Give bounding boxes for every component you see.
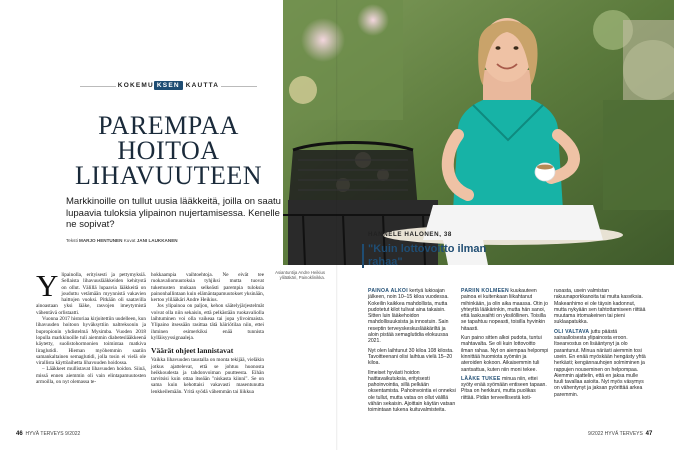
kicker-highlight: KSEN xyxy=(154,81,183,90)
drop-cap: Y xyxy=(36,268,59,303)
expert-caption: Asiantuntija Andre Heikius ylilääkäri, Painoklinikka. xyxy=(275,270,325,281)
portrait-photo xyxy=(283,0,674,265)
page-folio-left: 46 HYVÄ TERVEYS 9/2022 xyxy=(16,431,81,437)
right-column-2: PARIIN KOLMEEN kuukauteen painoa ei kuitenkaan liikahtanut mihinkään, ja olin aika maassa. Otin jo yhteyttä lääkärinkin, mutta hän sanoi, että laskuvaihti on yksilöllinen. Toisilla se tapahtuu nopeasti, toisilla hyvinkin hitaasti. Kun paino sitten alkoi pudota, tuntui mahtavalta. Se oli kuin lottovoitto ilman rahaa. Nyt on aiempaa helpompi kinnittää huomiota syömiin ja ateroiden kokoon. Aikaisemmin tuli santsattua, kuten niin moni tekee. LÄÄKE TUKEE minua niin, ettei syöty enää syömään entiseen tapaan. Pitsa on herkkuni, mutta puolikas riittää. Pidän terveellisestä koti- xyxy=(461,288,549,401)
title-line: PAREMPAA xyxy=(98,111,239,140)
article-lead: Markkinoille on tullut uusia lääkkeitä, joilla on saatu lupaavia tuloksia ylipainon nujertamisessa. Kenelle ne sopivat? xyxy=(66,196,281,231)
right-column-1: PAINOA ALKOI kertyä lukioajan jälkeen, noin 10–15 kiloa vuodessa. Kokeilin kaikkea mahdollista, mutta pudotetut kilot tulivat aina takaisin. Sitten luin lääkehoidon mahdollisuuksista ja innostuin. Sain reseptin terveyskeskuslääkäriltä ja aloin pistää semaglutidia elokuussa 2021. Nyt olen laihtunut 30 kiloa 108 kilosta. Tavoitteenani olisi laihtua vielä 15–20 kiloa. Ilmeiset hyvästi hoidon haittavaikutuksia, erityisesti pahoinvointia, sillä pelkään oksentamista. Pahoinvointia ei onneksi ole tullut, mutta vatsa on ollut välillä vähän sekaisin. Ajoittain käytän vatsan toimintaan tukena kuituvalmisteita. xyxy=(368,288,456,414)
pull-quote: "Kuin lottovoitto ilman rahaa" xyxy=(368,243,487,268)
body-column-1: Ylipainolla, erityisesti ja pettymyksiä. Sellaista lihavuuslääkkeiden kehitystä on ollut. Välillä lupaavia lääkkeitä on jouduttu vetämään myynnistä vakavien haittojen vuoksi. Pitkään oli saatavilla ainoastaan yksi lääke, rasvojen imeytymistä vähentävä orlistaatti. Vuonna 2017 historiaa kirjoitettiin uudelleen, kun lihavuuden hoitoon hyväksyttiin naltreksonin ja bupropionin yhdistelmä Mysimba. Vuoden 2018 lopulla markkinoille tuli aiemmin diabeteslääkkeenä käytetty, suolistohormonien toimintaa matkiva liraglutidi. Hieman myöhemmin saatiin samankaltainen semaglutidi, jolla tosin ei vielä ole virallista käyttöaihetta lihavuuden hoidossa. – Lääkkeet mullistavat lihavuuden hoidon. Siinä, missä ennen aiemmin oli vain elintapamuutosten armoilla, on nyt olemassa te- xyxy=(36,268,146,386)
article-credits: Teksti MARJO HENTUNEN Kuvat JANI LAUKKANEN xyxy=(66,238,178,243)
spread-gutter xyxy=(336,0,338,450)
lead-in: PAINOA ALKOI xyxy=(368,288,408,294)
section-subhead: Väärät ohjeet lannistavat xyxy=(151,346,234,356)
quote-accent-bar xyxy=(362,244,364,268)
title-line: HOITOA xyxy=(117,136,220,165)
quote-person-name: HANNELE HALONEN, 38 xyxy=(368,231,452,238)
page-folio-right: 9/2022 HYVÄ TERVEYS 47 xyxy=(588,431,653,437)
lead-in: OLI VALTAVA xyxy=(554,328,590,335)
garden-portrait-illustration xyxy=(283,0,674,265)
right-column-3: ruoasta, usein valmistan rakuunaporkkanoita tai muita kasviksia. Makeanhimo ei ole täysin kadonnut, mutta nykyään sen tahtottamiseen riittää muutama irtomakeinen tai pieni suklaapatukka. OLI VALTAVA juttu päästä sairaalloisesta ylipainosta eroon. Itsearvostus on lisääntynyt ja olo parantunut. Minua närästi aiemmin tosi usein. En enää myöskään hengästy yhtä herkästi; kengännauhojen solmiminen ja rappujen nouseminen on helpompaa. Aiemmin ajattelin, että en jaksa mulle tuuli tavallaa asioita. Nyt myös väsymys on vähentynyt ja jaksan pyörittää arkea paremmin. xyxy=(554,288,646,398)
body-column-2: hokkaampia vaihtoehtoja. Ne eivät tee ruokavaliomuutoksia tyhjiksi mutta tuovat tukemusten mukaan selkeästi parempia tuloksia painonhallintaan kuin elämäntapamuutokset yksinään, kertoo ylilääkäri Andre Heikius. Jos ylipainoa on paljon, kehon säätelyjärjestelmät voivat olla niin sekaisin, että pelkästään ruokavaliolla laihtuminen voi olla vaikeaa tai jopa ylivoimaista. Ylipaino itsessään rasittaa tätä häiriötilaa niin, ettei ihminen esimerkiksi enää tunnista kylläisyyssignaaleja. Väärät ohjeet lannistavat Vaikka lihavuuden taustalla on monta tekijää, vieläkin jotkus ajattelevat, että se johtuu huonosta heikkoudesta ja tahdonvoiman puutteesta. Eihän tarvitsisi kuin ottaa itseään "niskasta kiinni". Se on sama kuin kehottaisi vakavasti masentunutta lenkkeilemään. Yritä syödä vähemmän tai liikkua xyxy=(151,272,264,395)
title-line: LIHAVUUTEEN xyxy=(75,161,262,190)
section-kicker: KOKEMU KSEN KAUTTA xyxy=(117,82,220,89)
lead-in: LÄÄKE TUKEE xyxy=(461,375,501,382)
lead-in: PARIIN KOLMEEN xyxy=(461,288,509,294)
